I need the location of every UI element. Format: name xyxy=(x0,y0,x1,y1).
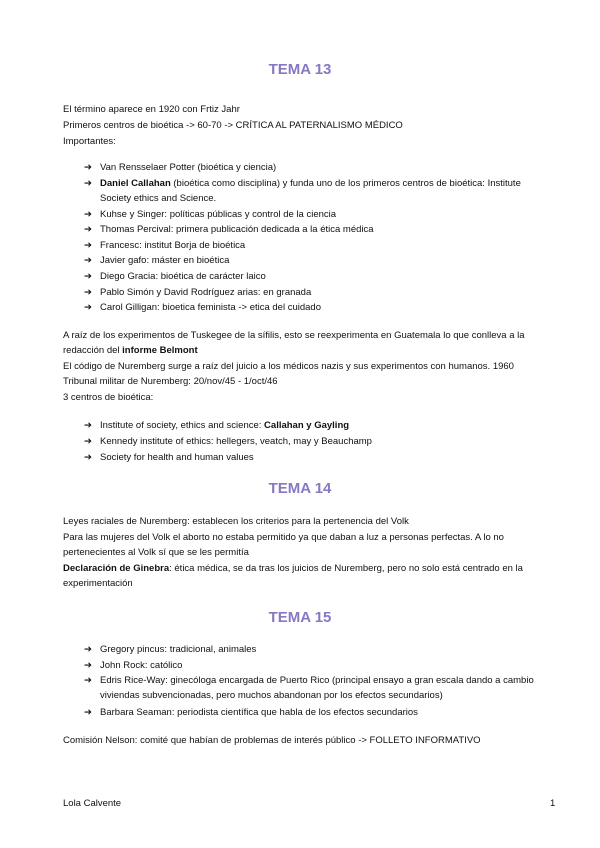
arrow-bullet-icon: ➔ xyxy=(84,660,92,671)
bold-term: Callahan y Gayling xyxy=(264,420,350,431)
arrow-bullet-icon: ➔ xyxy=(84,178,92,189)
arrow-bullet-icon: ➔ xyxy=(84,452,92,463)
page-number: 1 xyxy=(550,798,556,809)
section-title-tema-13: TEMA 13 xyxy=(268,61,332,78)
paragraph: Para las mujeres del Volk el aborto no estaba permitido ya que daban a luz a personas perfectas. A lo no pertenecientes al Volk sí que se les permitía xyxy=(63,532,504,558)
list-item xyxy=(100,418,540,433)
intro-line: El término aparece en 1920 con Frtiz Jahr xyxy=(63,104,240,115)
arrow-bullet-icon: ➔ xyxy=(84,162,92,173)
arrow-bullet-icon: ➔ xyxy=(84,255,92,266)
paragraph: Leyes raciales de Nuremberg: establecen los criterios para la pertenencia del Volk xyxy=(63,516,409,527)
paragraph: 3 centros de bioética: xyxy=(63,392,154,403)
paragraph xyxy=(63,561,543,591)
list-item: Van Rensselaer Potter (bioética y ciencia) xyxy=(100,162,277,173)
arrow-bullet-icon: ➔ xyxy=(84,436,92,447)
arrow-bullet-icon: ➔ xyxy=(84,271,92,282)
arrow-bullet-icon: ➔ xyxy=(84,209,92,220)
list-item: Diego Gracia: bioética de carácter laico xyxy=(100,271,266,282)
list-item: Society for health and human values xyxy=(100,452,254,463)
paragraph: El código de Nuremberg surge a raíz del juicio a los médicos nazis y sus experimentos con humanos. 1960 xyxy=(63,361,514,372)
person-name: Daniel Callahan xyxy=(100,178,171,189)
arrow-bullet-icon: ➔ xyxy=(84,675,92,686)
bold-term: informe Belmont xyxy=(122,345,198,356)
list-item: Pablo Simón y David Rodríguez arias: en granada xyxy=(100,287,312,298)
paragraph: Tribunal militar de Nuremberg: 20/nov/45 - 1/oct/46 xyxy=(63,376,278,387)
paragraph-text: : ética médica, se da tras los juicios de Nuremberg, pero no solo está centrado en la experimentación xyxy=(63,563,523,589)
list-item xyxy=(100,176,540,206)
closing-paragraph: Comisión Nelson: comité que habían de problemas de interés público -> FOLLETO INFORMATIVO xyxy=(63,735,481,746)
section-title-tema-14: TEMA 14 xyxy=(268,480,332,497)
list-item: Gregory pincus: tradicional, animales xyxy=(100,644,257,655)
item-text: Institute of society, ethics and science: xyxy=(100,420,265,431)
bold-term: Declaración de Ginebra xyxy=(63,563,170,574)
arrow-bullet-icon: ➔ xyxy=(84,302,92,313)
list-item: Javier gafo: máster en bioética xyxy=(100,255,230,266)
intro-line: Primeros centros de bioética -> 60-70 -> CRÍTICA AL PATERNALISMO MÉDICO xyxy=(63,120,403,131)
paragraph-text: A raíz de los experimentos de Tuskegee de la sífilis, esto se reexperimenta en Guatemala lo que conlleva a la redacción del xyxy=(63,330,525,356)
list-item: Francesc: institut Borja de bioética xyxy=(100,240,246,251)
arrow-bullet-icon: ➔ xyxy=(84,287,92,298)
item-text: (bioética como disciplina) y funda uno de los primeros centros de bioética: Institute Society ethics and Science. xyxy=(100,178,521,204)
list-item: Kennedy institute of ethics: hellegers, veatch, may y Beauchamp xyxy=(100,436,372,447)
arrow-bullet-icon: ➔ xyxy=(84,644,92,655)
list-item: Carol Gilligan: bioetica feminista -> etica del cuidado xyxy=(100,302,321,313)
section-title-tema-15: TEMA 15 xyxy=(268,609,332,626)
list-item: Barbara Seaman: periodista científica que habla de los efectos secundarios xyxy=(100,707,418,718)
footer-author: Lola Calvente xyxy=(63,798,122,809)
paragraph xyxy=(63,328,543,358)
arrow-bullet-icon: ➔ xyxy=(84,707,92,718)
list-item: Kuhse y Singer: políticas públicas y control de la ciencia xyxy=(100,209,337,220)
arrow-bullet-icon: ➔ xyxy=(84,240,92,251)
list-item: Thomas Percival: primera publicación dedicada a la ética médica xyxy=(100,224,374,235)
arrow-bullet-icon: ➔ xyxy=(84,420,92,431)
arrow-bullet-icon: ➔ xyxy=(84,224,92,235)
list-item: John Rock: católico xyxy=(100,660,183,671)
list-item: Edris Rice-Way: ginecóloga encargada de Puerto Rico (principal ensayo a gran escala dando a cambio viviendas subvencionadas, pero muchos abandonan por los efectos secundarios) xyxy=(100,675,534,701)
intro-line: Importantes: xyxy=(63,136,116,147)
